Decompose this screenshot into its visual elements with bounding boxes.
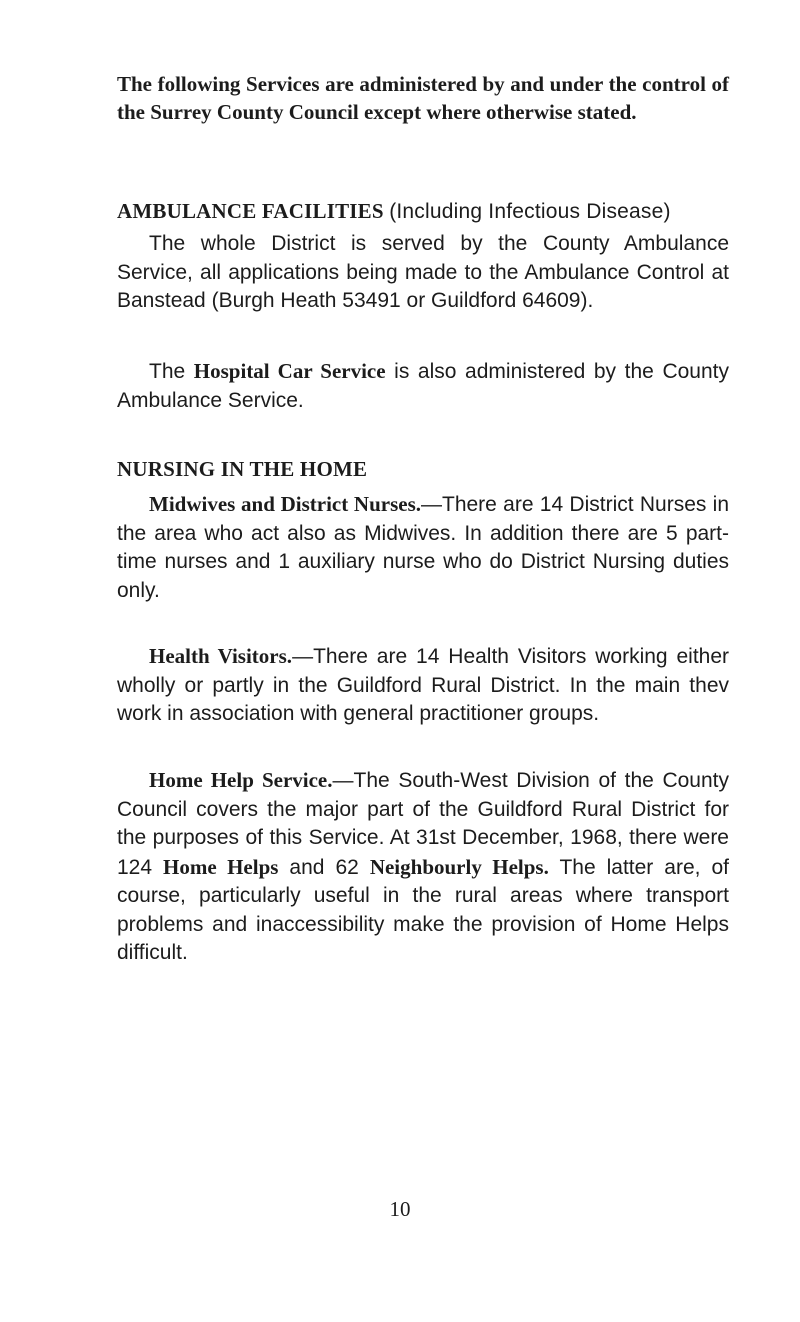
health-visitors-body: —There are 14 Health Visitors working either wholly or partly in the Guildford Rural District. In the main thev work in association with general practitioner groups. (117, 645, 730, 725)
page-number: 10 (389, 1197, 411, 1221)
midwives-paragraph (117, 490, 729, 605)
home-help-paragraph (117, 766, 729, 968)
ambulance-heading-note: (Including Infectious Disease) (389, 200, 671, 223)
hospital-car-bold: Hospital Car Service (193, 359, 386, 383)
ambulance-paragraph (117, 230, 729, 316)
home-help-bold-2: Neighbourly Helps. (369, 854, 549, 879)
home-help-body-2: and 62 (278, 855, 370, 879)
home-help-body-3: The latter are, of course, particularly useful in the rural areas where transport problems and inaccessibility make the provision of Home Helps difficult. (117, 855, 729, 964)
home-help-bold-1: Home Helps (163, 854, 279, 879)
health-visitors-lead: Health Visitors. (149, 644, 293, 668)
ambulance-heading-title: AMBULANCE FACILITIES (117, 199, 384, 223)
midwives-body: —There are 14 District Nurses in the area who act also as Midwives. In addition there are 5 part-time nurses and 1 auxiliary nurse who do District Nursing duties only. (117, 493, 729, 602)
home-help-lead: Home Help Service. (149, 768, 333, 792)
intro-paragraph: The following Services are administered by and under the control of the Surrey County Council except where otherwise stated. (117, 72, 729, 124)
hospital-car-post: is also administered by the County Ambulance Service. (117, 360, 729, 412)
hospital-car-pre: The (149, 360, 194, 383)
midwives-lead: Midwives and District Nurses. (149, 492, 421, 516)
hospital-car-paragraph (117, 357, 729, 415)
home-help-body-1: —The South-West Division of the County Council covers the major part of the Guildford Rural District for the purposes of this Service. At 31st December, 1968, there were 124 (117, 769, 730, 879)
health-visitors-paragraph (117, 642, 729, 729)
ambulance-body: The whole District is served by the County Ambulance Service, all applications being made to the Ambulance Control at Banstead (Burgh Heath 53491 or Guildford 64609). (117, 232, 729, 312)
ambulance-heading (117, 197, 729, 227)
nursing-heading: NURSING IN THE HOME (117, 457, 368, 481)
